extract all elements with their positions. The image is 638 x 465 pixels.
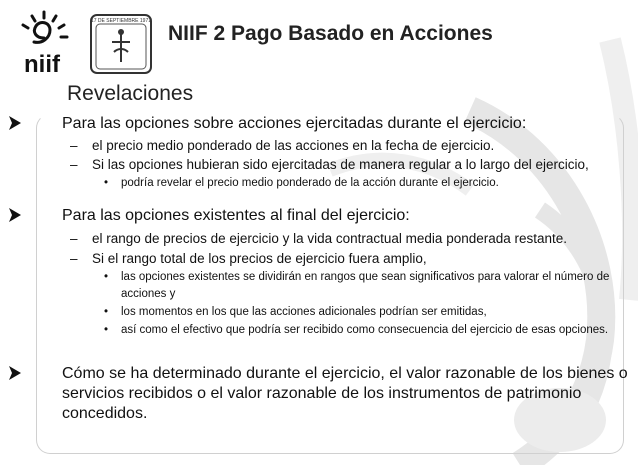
dot-bullet-icon: • bbox=[104, 306, 109, 318]
slide-subtitle: Revelaciones bbox=[67, 82, 194, 105]
section-text: Para las opciones existentes al final del ejercicio: bbox=[62, 207, 410, 224]
dash-bullet-icon: – bbox=[70, 157, 78, 172]
dot-bullet-icon: • bbox=[104, 271, 109, 283]
dot-bullet-icon: • bbox=[104, 324, 109, 336]
dash-bullet-icon: – bbox=[70, 251, 78, 266]
arrow-bullet-icon bbox=[8, 115, 22, 131]
logo-text: niif bbox=[24, 51, 60, 78]
section-text: Cómo se ha determinado durante el ejercicio, el valor razonable de los bienes o servicios recibidos o el valor razonable de los instrumentos de patrimonio concedidos. bbox=[62, 365, 628, 422]
dash-bullet-icon: – bbox=[70, 138, 78, 153]
sub-bullet-text: Si las opciones hubieran sido ejercitadas de manera regular a lo largo del ejercicio, bbox=[92, 157, 589, 172]
sub-bullet-text: el rango de precios de ejercicio y la vida contractual media ponderada restante. bbox=[92, 231, 568, 246]
niif-logo bbox=[10, 8, 80, 80]
seal-text: 17 DE SEPTIEMBRE 1971 bbox=[90, 18, 152, 24]
sub-bullet-text: Si el rango total de los precios de ejercicio fuera amplio, bbox=[92, 251, 427, 266]
sub-bullet-text: el precio medio ponderado de las acciones en la fecha de ejercicio. bbox=[92, 138, 495, 153]
dot-bullet-icon: • bbox=[104, 177, 109, 189]
section-text: Para las opciones sobre acciones ejercitadas durante el ejercicio: bbox=[62, 115, 527, 132]
arrow-bullet-icon bbox=[8, 207, 22, 223]
slide-title: NIIF 2 Pago Basado en Acciones bbox=[168, 22, 493, 45]
dash-bullet-icon: – bbox=[70, 231, 78, 246]
detail-bullet-text: así como el efectivo que podría ser recibido como consecuencia del ejercicio de esas opciones. bbox=[121, 324, 609, 336]
arrow-bullet-icon bbox=[8, 365, 22, 381]
detail-bullet-text: los momentos en los que las acciones adicionales podrían ser emitidas, bbox=[121, 306, 487, 318]
detail-bullet-text: podría revelar el precio medio ponderado de la acción durante el ejercicio. bbox=[121, 177, 499, 189]
detail-bullet-text: las opciones existentes se dividirán en rangos que sean significativos para valorar el número de acciones y bbox=[121, 271, 610, 300]
institution-seal bbox=[88, 12, 154, 76]
